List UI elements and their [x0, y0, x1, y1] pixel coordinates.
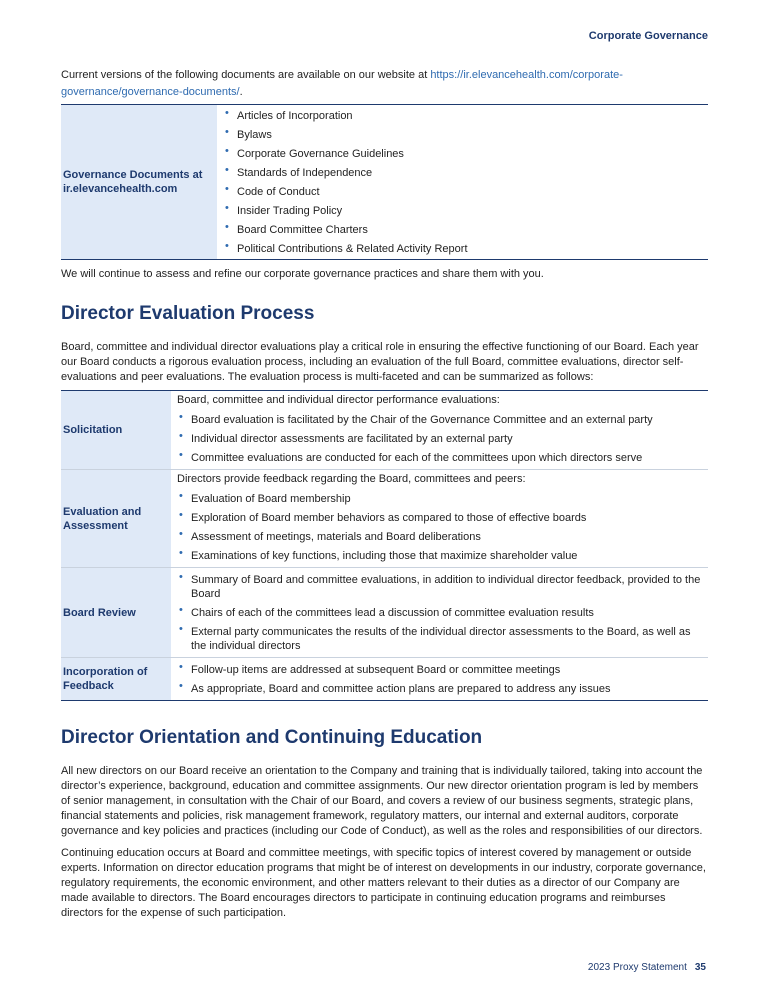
- governance-documents-label: Governance Documents at ir.elevancehealth.com: [61, 105, 217, 260]
- evaluation-stage-item: • Individual director assessments are facilitated by an external party: [177, 429, 708, 448]
- page-footer: [588, 962, 706, 973]
- footer-document-title: 2023 Proxy Statement: [587, 962, 687, 973]
- governance-document-item: • Standards of Independence: [223, 163, 708, 182]
- evaluation-stage-list: [177, 489, 708, 565]
- intro-end: .: [239, 86, 243, 98]
- assess-text: We will continue to assess and refine our corporate governance practices and share them with you.: [61, 268, 544, 280]
- evaluation-row: [61, 658, 708, 701]
- governance-document-item: • Board Committee Charters: [223, 220, 708, 239]
- evaluation-stage-list: [177, 660, 708, 698]
- evaluation-stage-label: Board Review: [61, 568, 171, 658]
- page-number: 35: [694, 962, 706, 973]
- evaluation-stage-list: [177, 410, 708, 467]
- evaluation-stage-label: Incorporation of Feedback: [61, 658, 171, 701]
- evaluation-stage-item: • Board evaluation is facilitated by the Chair of the Governance Committee and an external party: [177, 410, 708, 429]
- evaluation-stage-item: • Examinations of key functions, including those that maximize shareholder value: [177, 546, 708, 565]
- evaluation-stage-item: • Evaluation of Board membership: [177, 489, 708, 508]
- evaluation-stage-item: • Follow-up items are addressed at subsequent Board or committee meetings: [177, 660, 708, 679]
- orientation-paragraph-1: All new directors on our Board receive an orientation to the Company and training that is individually tailored, taking into account the director’s experience, background, education and committee assignments. Our new director orientation program is led by members of senior management, in consultation with the Chair of our Board, and covers a review of our business segments, strategic plans, financial statements and policies, risk management framework, regulatory matters, our internal and external auditors, corporate governance and key policies and practices (including our Code of Conduct), as well as the roles and responsibilities of our directors.: [61, 765, 703, 837]
- orientation-paragraph-2: Continuing education occurs at Board and committee meetings, with specific topics of interest covered by management or outside experts. Information on director education programs that might be of interest on developments in our industry, corporate governance, regulatory requirements, the economic environment, and other matters relevant to their duties as a director of our Company are made available to directors. The Board encourages directors to participate in continuing education programs and reimburses directors for the expense of such participation.: [61, 847, 706, 919]
- director-evaluation-paragraph: Board, committee and individual director evaluations play a critical role in ensuring the effective functioning of our Board. Each year our Board conducts a rigorous evaluation process, including an evaluation of the full Board, committee evaluations, director self-evaluations and peer evaluations. The evaluation process is multi-faceted and can be summarized as follows:: [61, 341, 699, 383]
- governance-document-item: • Insider Trading Policy: [223, 201, 708, 220]
- director-orientation-heading: Director Orientation and Continuing Education: [61, 727, 483, 748]
- evaluation-stage-item: • Chairs of each of the committees lead a discussion of committee evaluation results: [177, 603, 708, 622]
- evaluation-row: [61, 470, 708, 568]
- governance-documents-list: [223, 106, 708, 258]
- evaluation-stage-label: Solicitation: [61, 391, 171, 470]
- documents-intro: [61, 67, 708, 101]
- governance-document-item: • Articles of Incorporation: [223, 106, 708, 125]
- evaluation-stage-item: • Exploration of Board member behaviors as compared to those of effective boards: [177, 508, 708, 527]
- evaluation-row: [61, 568, 708, 658]
- governance-document-item: • Corporate Governance Guidelines: [223, 144, 708, 163]
- section-header: Corporate Governance: [588, 30, 708, 42]
- evaluation-stage-item: • Committee evaluations are conducted for each of the committees upon which directors serve: [177, 448, 708, 467]
- evaluation-stage-item: • As appropriate, Board and committee action plans are prepared to address any issues: [177, 679, 708, 698]
- evaluation-stage-label: Evaluation and Assessment: [61, 470, 171, 568]
- evaluation-row: [61, 391, 708, 470]
- governance-document-item: • Bylaws: [223, 125, 708, 144]
- evaluation-stage-intro: Directors provide feedback regarding the Board, committees and peers:: [177, 473, 526, 485]
- evaluation-stage-list: [177, 570, 708, 655]
- evaluation-stage-item: • External party communicates the results of the individual director assessments to the Board, as well as the individual directors: [177, 622, 708, 655]
- evaluation-process-table: [61, 390, 708, 701]
- page-content: [61, 67, 708, 921]
- director-evaluation-heading: Director Evaluation Process: [61, 303, 315, 324]
- evaluation-stage-item: • Summary of Board and committee evaluations, in addition to individual director feedback, provided to the Board: [177, 570, 708, 603]
- governance-documents-table: [61, 104, 708, 260]
- governance-document-item: • Code of Conduct: [223, 182, 708, 201]
- governance-document-item: • Political Contributions & Related Activity Report: [223, 239, 708, 258]
- evaluation-stage-intro: Board, committee and individual director performance evaluations:: [177, 394, 500, 406]
- intro-text: Current versions of the following documents are available on our website at: [61, 69, 431, 81]
- evaluation-stage-item: • Assessment of meetings, materials and Board deliberations: [177, 527, 708, 546]
- governance-documents-link[interactable]: https://ir.elevancehealth.com/corporate-governance/governance-documents/: [61, 69, 623, 98]
